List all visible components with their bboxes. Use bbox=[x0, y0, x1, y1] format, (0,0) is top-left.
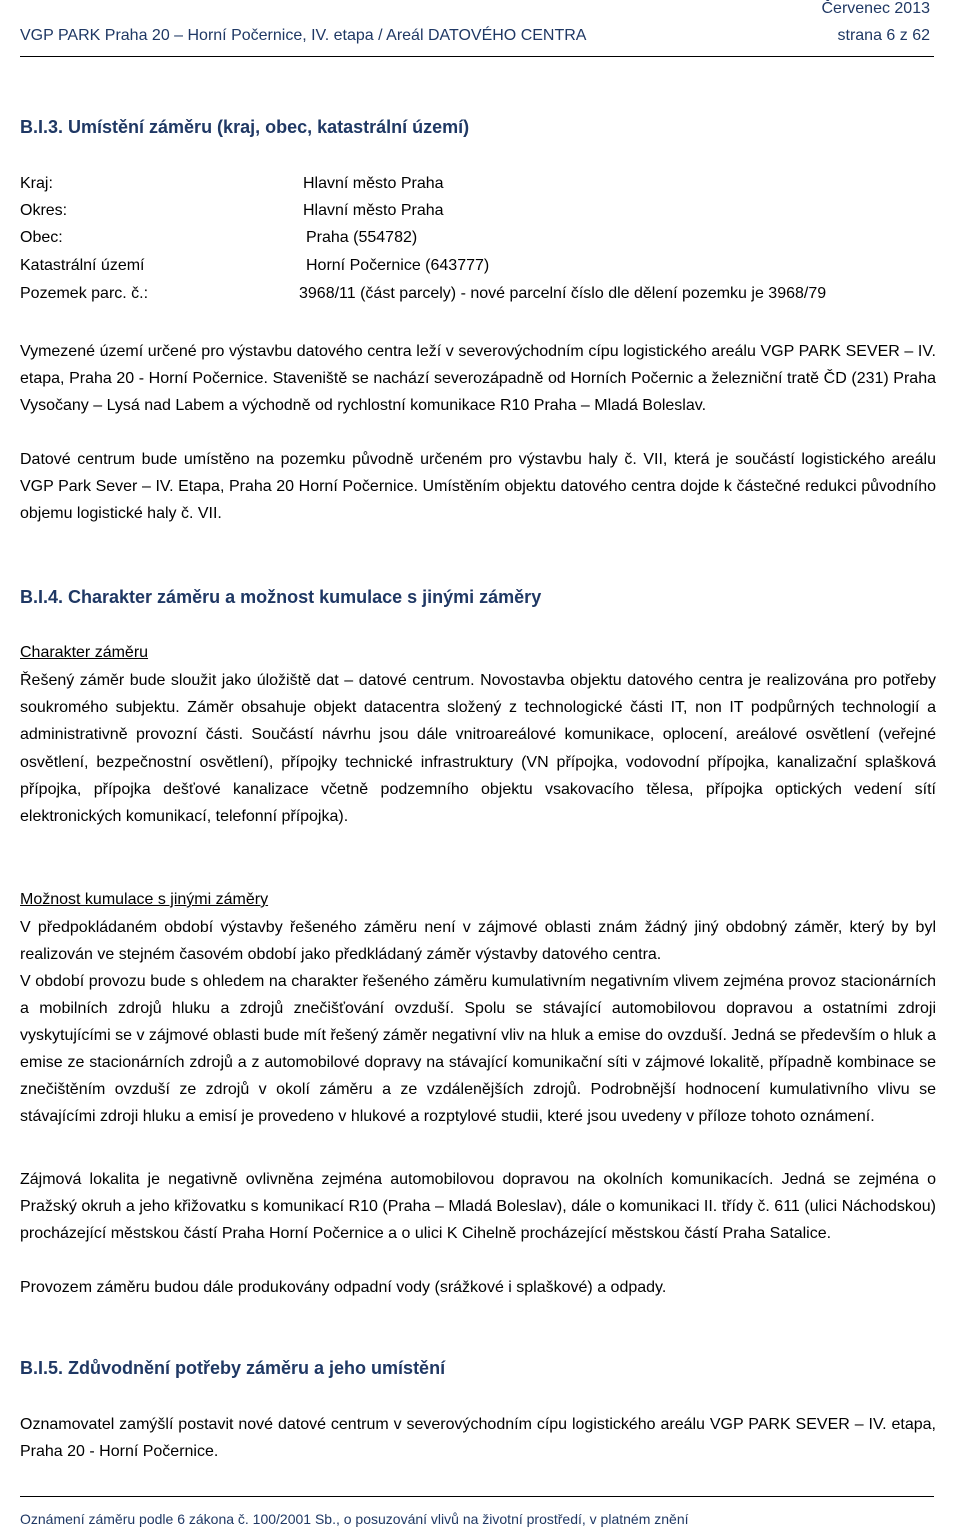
section-heading-b14: B.I.4. Charakter záměru a možnost kumulace s jinými záměry bbox=[20, 587, 542, 607]
paragraph-character: Řešený záměr bude sloužit jako úložiště dat – datové centrum. Novostavba objektu datového centra je realizována pro potřeby soukromého subjektu. Záměr obsahuje objekt datacentra složený z technologické části IT, non IT podpůrných technologií a administrativně provozní části. Součástí návrhu jsou dále vnitroareálové komunikace, oplocení, areálové osvětlení (veřejné osvětlení, bezpečnostní osvětlení), přípojky technické infrastruktury (VN přípojka, vodovodní přípojka, kanalizační splašková přípojka, přípojka dešťové kanalizace včetně podzemního objektu vsakovacího tělesa, přípojka optických vedení sítí elektronických komunikací, telefonní přípojka). bbox=[20, 672, 936, 826]
paragraph-cumulation-3: Zájmová lokalita je negativně ovlivněna zejména automobilovou dopravou na okolních komunikacích. Jedná se zejména o Pražský okruh a jeho křižovatku s komunikací R10 (Praha – Mladá Boleslav), dále o komunikaci II. třídy č. 611 (ulici Náchodskou) procházející městskou částí Praha Horní Počernice a o ulici K Cihelně procházející městskou částí Praha Satalice. bbox=[20, 1171, 936, 1242]
page-header bbox=[20, 0, 934, 57]
section-heading-b13: B.I.3. Umístění záměru (kraj, obec, katastrální území) bbox=[20, 117, 470, 137]
location-row-obec bbox=[20, 229, 418, 247]
header-title: VGP PARK Praha 20 – Horní Počernice, IV. etapa / Areál DATOVÉHO CENTRA bbox=[20, 27, 587, 44]
location-row-okres bbox=[20, 202, 444, 220]
page-footer: Oznámení záměru podle 6 zákona č. 100/2001 Sb., o posuzování vlivů na životní prostředí, v platném znění bbox=[20, 1496, 934, 1527]
paragraph-cumulation-4: Provozem záměru budou dále produkovány odpadní vody (srážkové i splaškové) a odpady. bbox=[20, 1279, 667, 1296]
location-row-kraj bbox=[20, 175, 444, 193]
location-value: 3968/11 (část parcely) - nové parcelní číslo dle dělení pozemku je 3968/79 bbox=[299, 285, 827, 302]
location-row-katastr bbox=[20, 257, 490, 275]
paragraph-territory: Vymezené území určené pro výstavbu datového centra leží v severovýchodním cípu logistického areálu VGP PARK SEVER – IV. etapa, Praha 20 - Horní Počernice. Staveniště se nachází severozápadně od Horních Počernic a železniční tratě ČD (231) Praha Vysočany – Lysá nad Labem a východně od rychlostní komunikace R10 Praha – Mladá Boleslav. bbox=[20, 343, 936, 415]
location-label: Katastrální území bbox=[20, 257, 145, 274]
header-date: Červenec 2013 bbox=[821, 0, 930, 17]
location-value: Hlavní město Praha bbox=[303, 202, 444, 219]
subheading-character: Charakter záměru bbox=[20, 644, 149, 661]
location-label: Okres: bbox=[20, 202, 68, 219]
location-label: Kraj: bbox=[20, 175, 53, 192]
location-row-pozemek bbox=[20, 285, 827, 303]
paragraph-cumulation-2: V období provozu bude s ohledem na charakter řešeného záměru kumulativním negativním vlivem zejména provoz stacionárních a mobilních zdrojů hluku a zdrojů znečišťování ovzduší. Spolu se stávající automobilovou dopravou a ostatními zdroji vyskytujícími se v zájmové oblasti bude mít řešený záměr negativní vliv na hluk a emise do ovzduší. Jedná se především o hluk a emise ze stacionárních zdrojů a z automobilové dopravy na stávající komunikační síti v zájmové lokalitě, případně kombinace se znečištěním ovzduší ze zdrojů v okolí záměru a ze vzdálenějších zdrojů. Podrobnější hodnocení kumulativního vlivu se stávajícími zdroji hluku a emisí je provedeno v hlukové a rozptylové studii, které jsou uvedeny v příloze tohoto oznámení. bbox=[20, 973, 936, 1125]
subheading-cumulation: Možnost kumulace s jinými záměry bbox=[20, 891, 269, 908]
paragraph-justification: Oznamovatel zamýšlí postavit nové datové centrum v severovýchodním cípu logistického areálu VGP PARK SEVER – IV. etapa, Praha 20 - Horní Počernice. bbox=[20, 1416, 936, 1461]
location-value: Hlavní město Praha bbox=[303, 175, 444, 192]
location-value: Horní Počernice (643777) bbox=[306, 257, 490, 274]
section-heading-b15: B.I.5. Zdůvodnění potřeby záměru a jeho umístění bbox=[20, 1358, 446, 1378]
location-label: Obec: bbox=[20, 229, 63, 246]
header-page-number: strana 6 z 62 bbox=[837, 27, 930, 44]
paragraph-datacenter-location: Datové centrum bude umístěno na pozemku původně určeném pro výstavbu haly č. VII, která je součástí logistického areálu VGP Park Sever – IV. Etapa, Praha 20 Horní Počernice. Umístěním objektu datového centra dojde k částečné redukci původního objemu logistické haly č. VII. bbox=[20, 451, 936, 523]
paragraph-cumulation-1: V předpokládaném období výstavby řešeného záměru není v zájmové oblasti znám žádný jiný obdobný záměr, který by byl realizován ve stejném časovém období jako předkládaný záměr výstavby datového centra. bbox=[20, 919, 936, 963]
location-value: Praha (554782) bbox=[306, 229, 418, 246]
location-label: Pozemek parc. č.: bbox=[20, 285, 149, 302]
